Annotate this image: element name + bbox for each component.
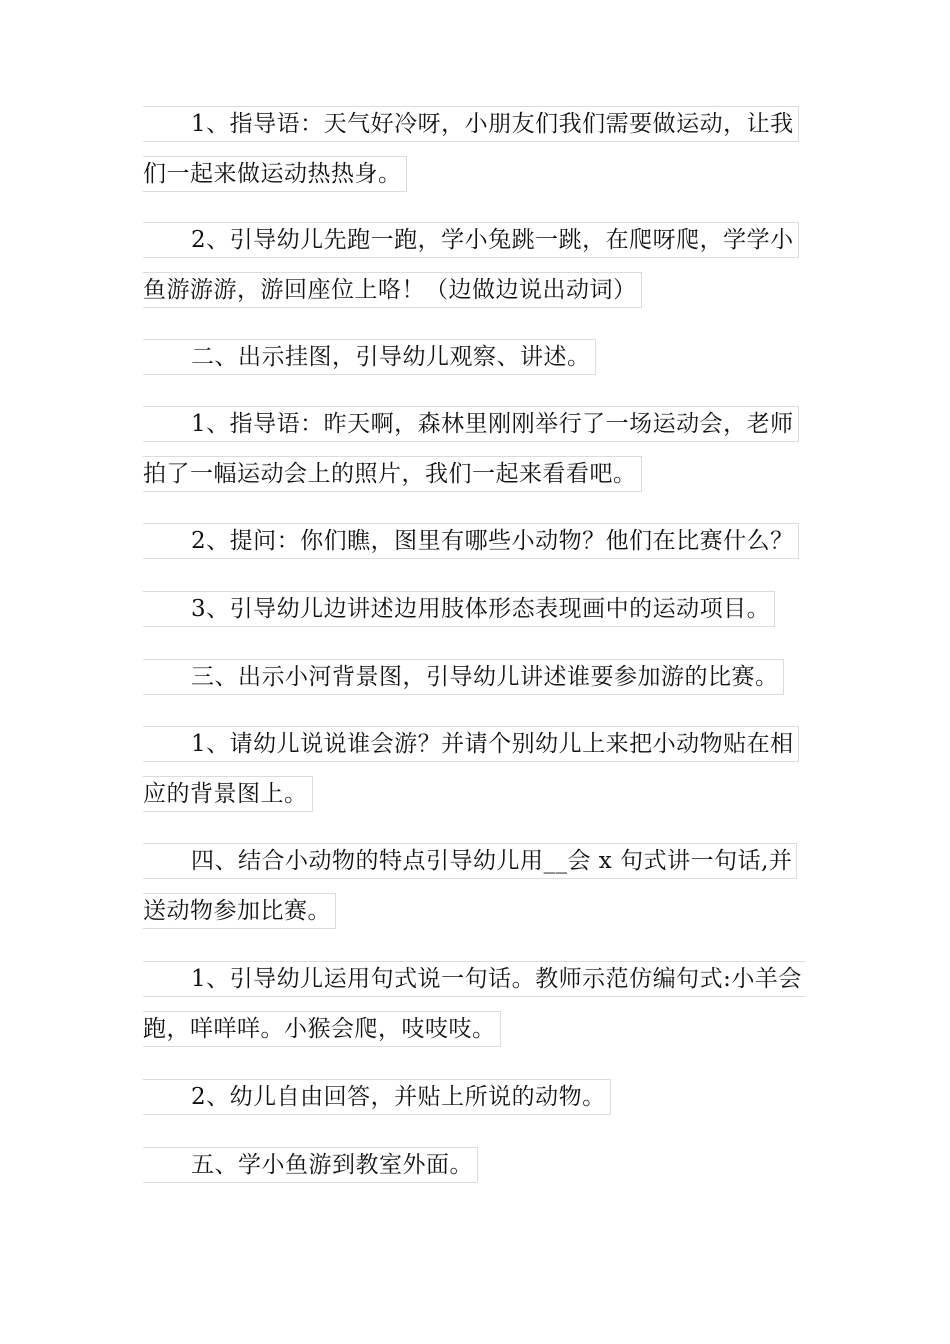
text-line: 四、结合小动物的特点引导幼儿用__会 x 句式讲一句话,并 — [143, 835, 805, 885]
text-line: 三、出示小河背景图，引导幼儿讲述谁要参加游的比赛。 — [143, 651, 805, 701]
text-line: 1、请幼儿说说谁会游？并请个别幼儿上来把小动物贴在相 — [143, 718, 805, 768]
text-line: 1、指导语：天气好冷呀，小朋友们我们需要做运动，让我 — [143, 98, 805, 148]
section-heading-three — [143, 651, 805, 701]
section-heading-four — [143, 835, 805, 935]
text-line: 拍了一幅运动会上的照片，我们一起来看看吧。 — [143, 448, 805, 498]
text-line: 五、学小鱼游到教室外面。 — [143, 1139, 805, 1189]
text-line: 3、引导幼儿边讲述边用肢体形态表现画中的运动项目。 — [143, 583, 805, 633]
paragraph-body-expression — [143, 583, 805, 633]
paragraph-who-swims — [143, 718, 805, 818]
paragraph-question — [143, 515, 805, 565]
text-line: 应的背景图上。 — [143, 768, 805, 818]
text-line: 送动物参加比赛。 — [143, 885, 805, 935]
text-line: 二、出示挂图，引导幼儿观察、讲述。 — [143, 331, 805, 381]
text-line: 2、引导幼儿先跑一跑，学小兔跳一跳，在爬呀爬，学学小 — [143, 214, 805, 264]
section-heading-five — [143, 1139, 805, 1189]
paragraph-warmup-actions — [143, 214, 805, 314]
text-line: 鱼游游游，游回座位上咯！（边做边说出动词） — [143, 264, 805, 314]
text-line: 2、提问：你们瞧，图里有哪些小动物？他们在比赛什么？ — [143, 515, 805, 565]
text-line: 2、幼儿自由回答，并贴上所说的动物。 — [143, 1071, 805, 1121]
text-line: 1、指导语：昨天啊，森林里刚刚举行了一场运动会，老师 — [143, 398, 805, 448]
paragraph-warmup-guide — [143, 98, 805, 198]
text-line: 1、引导幼儿运用句式说一句话。教师示范仿编句式:小羊会 — [143, 953, 805, 1003]
section-heading-two — [143, 331, 805, 381]
text-line: 们一起来做运动热热身。 — [143, 148, 805, 198]
paragraph-sentence-pattern — [143, 953, 805, 1053]
paragraph-free-answer — [143, 1071, 805, 1121]
paragraph-sports-guide — [143, 398, 805, 498]
text-line: 跑，咩咩咩。小猴会爬，吱吱吱。 — [143, 1003, 805, 1053]
